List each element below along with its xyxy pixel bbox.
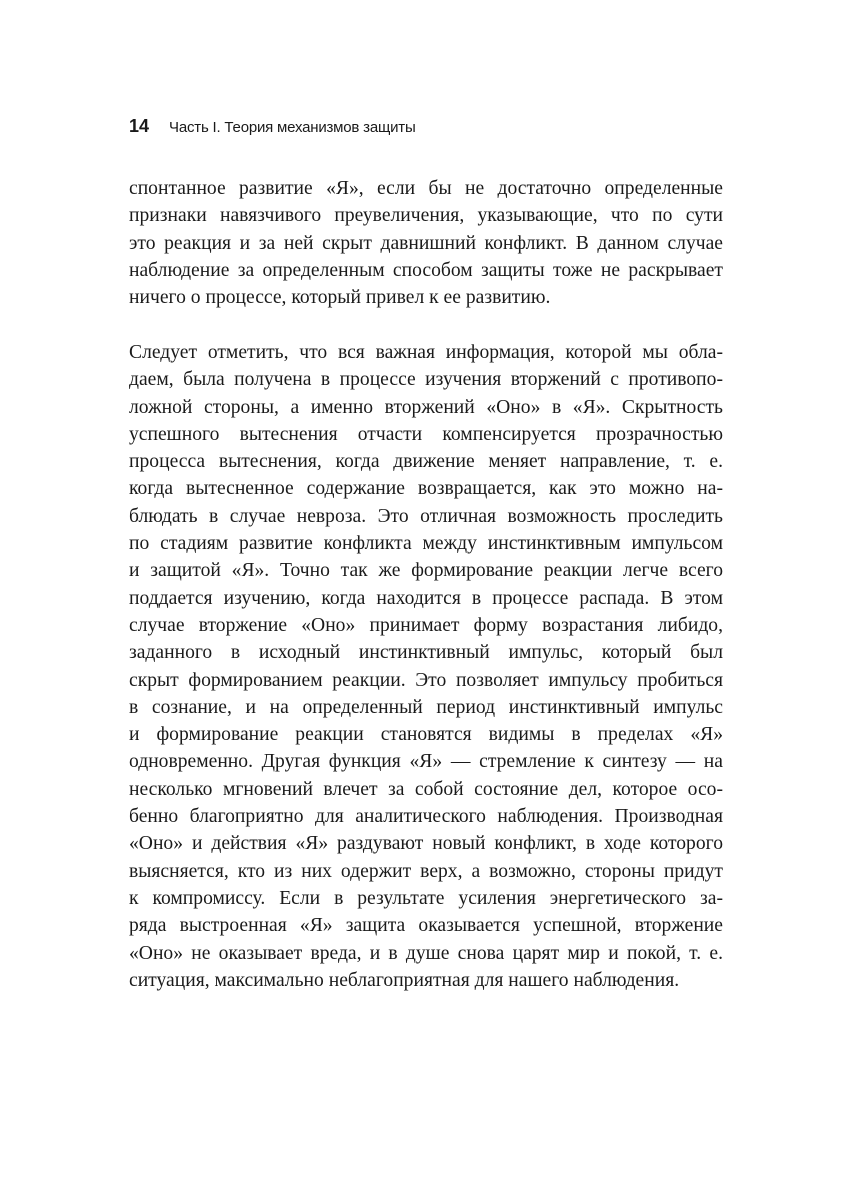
text-line: наблюдение за определенным способом защиты тоже не раскрывает <box>129 259 723 281</box>
text-line: блюдать в случае невроза. Это отличная возможность проследить <box>129 505 723 527</box>
text-line: в сознание, и на определенный период инстинктивный импульс <box>129 696 723 718</box>
text-line: и формирование реакции становятся видимы в пределах «Я» <box>129 724 723 746</box>
text-line: успешного вытеснения отчасти компенсируется прозрачностью <box>129 423 723 445</box>
text-line: заданного в исходный инстинктивный импульс, который был <box>129 642 723 664</box>
text-line: выясняется, кто из них одержит верх, а возможно, стороны придут <box>129 860 723 882</box>
page-number: 14 <box>129 116 150 136</box>
text-line: «Оно» не оказывает вреда, и в душе снова царят мир и покой, т. е. <box>129 942 723 964</box>
text-line: скрыт формированием реакции. Это позволяет импульсу пробиться <box>129 669 723 691</box>
text-line: Следует отметить, что вся важная информация, которой мы обла- <box>129 342 723 363</box>
text-line: когда вытесненное содержание возвращается, как это можно на- <box>129 478 723 500</box>
text-line: бенно благоприятно для аналитического наблюдения. Производная <box>129 806 723 828</box>
text-line: по стадиям развитие конфликта между инстинктивным импульсом <box>129 533 723 555</box>
text-line: ситуация, максимально неблагоприятная для нашего наблюдения. <box>129 969 680 991</box>
text-line: ложной стороны, а именно вторжений «Оно» в «Я». Скрытность <box>129 396 723 418</box>
text-line: одновременно. Другая функция «Я» — стремление к синтезу — на <box>129 751 723 773</box>
text-line: и защитой «Я». Точно так же формирование реакции легче всего <box>129 560 723 582</box>
text-line: это реакция и за ней скрыт давнишний конфликт. В данном случае <box>129 232 723 254</box>
running-head <box>129 116 416 137</box>
text-line: несколько мгновений влечет за собой состояние дел, которое осо- <box>129 778 723 800</box>
text-line: случае вторжение «Оно» принимает форму возрастания либидо, <box>129 614 723 636</box>
section-title: Часть I. Теория механизмов защиты <box>169 119 416 136</box>
paragraph-2 <box>129 339 723 994</box>
text-line: ряда выстроенная «Я» защита оказывается успешной, вторжение <box>129 915 723 937</box>
text-line: признаки навязчивого преувеличения, указывающие, что по сути <box>129 205 723 227</box>
text-line: к компромиссу. Если в результате усиления энергетического за- <box>129 887 723 909</box>
text-line: процесса вытеснения, когда движение меняет направление, т. е. <box>129 451 723 473</box>
text-line: поддается изучению, когда находится в процессе распада. В этом <box>129 587 723 609</box>
text-line: «Оно» и действия «Я» раздувают новый конфликт, в ходе которого <box>129 833 723 855</box>
paragraph-1 <box>129 175 723 311</box>
text-line: спонтанное развитие «Я», если бы не достаточно определенные <box>129 178 723 199</box>
text-line: даем, была получена в процессе изучения вторжений с противопо- <box>129 369 723 391</box>
text-line: ничего о процессе, который привел к ее развитию. <box>129 287 551 309</box>
